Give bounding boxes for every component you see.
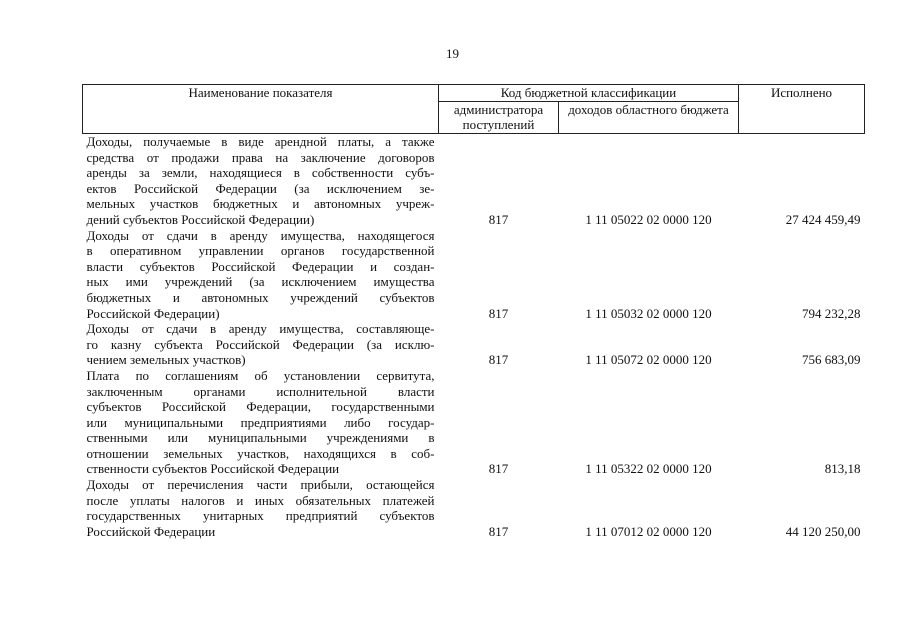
income-code-cell: 1 11 05032 02 0000 120 [585,305,712,321]
executed-amount-cell: 794 232,28 [802,305,861,321]
page-number: 19 [446,46,459,61]
indicator-name-line: Доходы от сдачи в аренду имущества, находящегося [86,227,435,243]
indicator-name-cell [83,368,439,477]
indicator-name-cell [83,228,439,322]
administrator-code-cell: 817 [488,461,509,477]
indicator-name-line: Доходы, получаемые в виде арендной платы, а также [86,134,435,149]
indicator-name-cell [83,321,439,368]
income-code-cell: 1 11 05322 02 0000 120 [585,461,712,477]
indicator-name-line: Российской Федерации [86,523,216,539]
indicator-name-line: субъектов Российской Федерации, государственными [86,399,435,415]
executed-amount-cell: 813,18 [824,461,861,477]
administrator-code-cell: 817 [488,211,509,227]
indicator-name-line: дений субъектов Российской Федерации) [86,211,315,227]
indicator-name-line: после уплаты налогов и иных обязательных платежей [86,492,435,508]
indicator-name-line: власти субъектов Российской Федерации и создан- [86,258,435,274]
table-row [83,134,865,228]
executed-amount-cell: 27 424 459,49 [785,211,861,227]
indicator-name-line: ектов Российской Федерации (за исключением зе- [86,180,435,196]
budget-report-table [82,84,865,539]
indicator-name-line: го казну субъекта Российской Федерации (за исклю- [86,336,435,352]
income-code-cell: 1 11 05022 02 0000 120 [585,211,712,227]
table-header [83,85,865,134]
table-body [83,134,865,540]
indicator-name-line: отношении земельных участков, находящихся в соб- [86,445,435,461]
indicator-name-line: чением земельных участков) [86,352,246,368]
indicator-name-line: мельных участков бюджетных и автономных учреж- [86,196,435,212]
indicator-name-line: Доходы от перечисления части прибыли, остающейся [86,477,435,493]
indicator-name-line: ственности субъектов Российской Федерации [86,461,340,477]
indicator-name-line: ственными или муниципальными учреждениями в [86,430,435,446]
indicator-name-line: Российской Федерации) [86,305,220,321]
indicator-name-line: или муниципальными предприятиями либо государ- [86,414,435,430]
indicator-name-line: аренды за земли, находящиеся в собственности субъ- [86,165,435,181]
indicator-name-cell [83,477,439,539]
administrator-code-cell: 817 [488,352,509,368]
indicator-name-line: средства от продажи права на заключение договоров [86,149,435,165]
income-code-cell: 1 11 05072 02 0000 120 [585,352,712,368]
administrator-code-cell: 817 [488,305,509,321]
table-row [83,368,865,477]
income-code-cell: 1 11 07012 02 0000 120 [585,523,712,539]
header-executed: Исполнено [739,85,865,134]
header-administrator: администратора поступлений [439,102,559,134]
executed-amount-cell: 756 683,09 [802,352,861,368]
header-indicator-name: Наименование показателя [83,85,439,134]
indicator-name-line: заключенным органами исполнительной власти [86,383,435,399]
indicator-name-line: Доходы от сдачи в аренду имущества, составляюще- [86,321,435,337]
header-income-code: доходов областного бюджета [559,102,739,134]
indicator-name-cell [83,134,439,228]
indicator-name-line: Плата по соглашениям об установлении сервитута, [86,367,435,383]
administrator-code-cell: 817 [488,523,509,539]
indicator-name-line: бюджетных и автономных учреждений субъектов [86,289,435,305]
indicator-name-line: ных ими учреждений (за исключением имущества [86,274,435,290]
indicator-name-line: государственных унитарных предприятий субъектов [86,508,435,524]
table-row [83,228,865,322]
executed-amount-cell: 44 120 250,00 [785,523,861,539]
table-row [83,477,865,539]
indicator-name-line: в оперативном управлении органов государственной [86,243,435,259]
table-row [83,321,865,368]
header-budget-classification-code: Код бюджетной классификации [439,85,739,102]
